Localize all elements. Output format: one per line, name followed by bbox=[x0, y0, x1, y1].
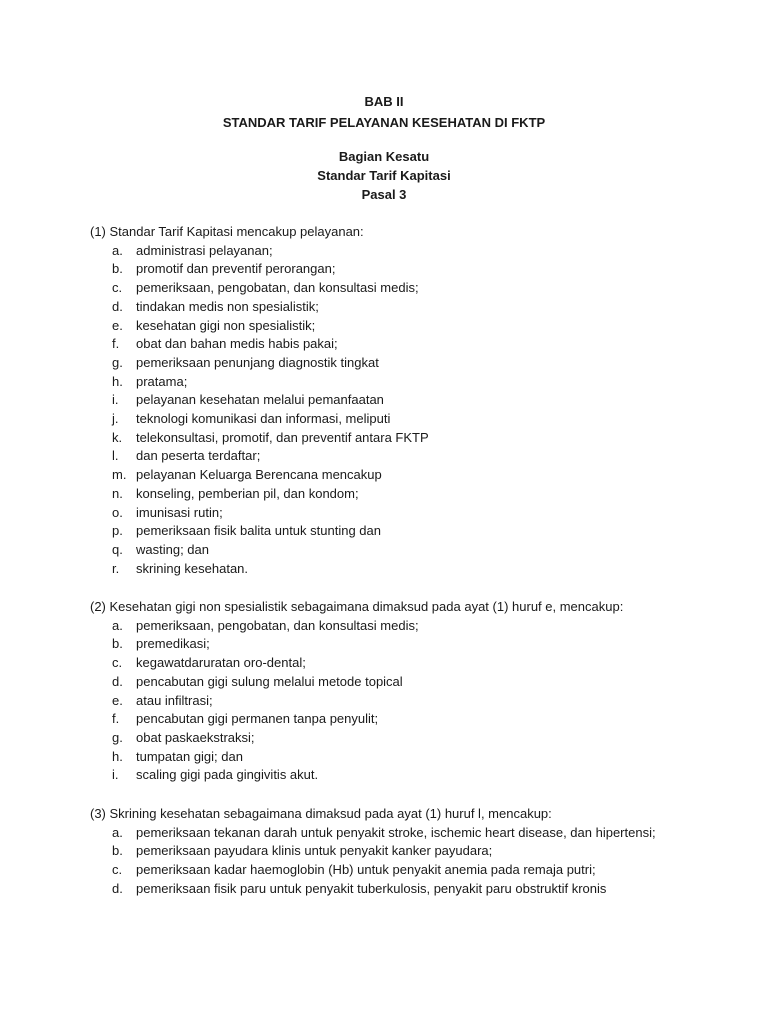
list-item-text: pemeriksaan kadar haemoglobin (Hb) untuk penyakit anemia pada remaja putri; bbox=[136, 862, 596, 878]
list-item-text: teknologi komunikasi dan informasi, meliputi bbox=[136, 411, 391, 427]
list-item bbox=[90, 673, 678, 692]
list-item-letter: e. bbox=[112, 692, 123, 708]
list-item-letter: r. bbox=[112, 560, 120, 576]
section-3-title: (3) Skrining kesehatan sebagaimana dimaksud pada ayat (1) huruf l, mencakup: bbox=[90, 806, 552, 821]
list-item bbox=[90, 880, 678, 899]
list-item-text: skrining kesehatan. bbox=[136, 560, 249, 576]
chapter-title: STANDAR TARIF PELAYANAN KESEHATAN DI FKTP bbox=[222, 115, 546, 130]
list-item bbox=[90, 466, 678, 485]
section-1 bbox=[90, 223, 678, 578]
list-item-letter: m. bbox=[112, 467, 127, 483]
list-item-text: telekonsultasi, promotif, dan preventif antara FKTP bbox=[136, 429, 429, 445]
list-item-text: tindakan medis non spesialistik; bbox=[136, 298, 319, 314]
list-item-letter: l. bbox=[112, 448, 119, 464]
list-item-letter: i. bbox=[112, 767, 119, 783]
list-item bbox=[90, 635, 678, 654]
chapter-header bbox=[0, 93, 768, 132]
list-item-letter: f. bbox=[112, 711, 120, 727]
list-item-text: konseling, pemberian pil, dan kondom; bbox=[136, 485, 359, 501]
list-item-text: pelayanan kesehatan melalui pemanfaatan bbox=[136, 392, 384, 408]
list-item bbox=[90, 298, 678, 317]
list-item bbox=[90, 242, 678, 261]
list-item bbox=[90, 410, 678, 429]
article-header bbox=[0, 148, 768, 204]
list-item bbox=[90, 317, 678, 336]
list-item-text: pemeriksaan tekanan darah untuk penyakit stroke, ischemic heart disease, dan hipertensi; bbox=[136, 824, 656, 840]
list-item-text: tumpatan gigi; dan bbox=[136, 748, 243, 764]
list-item-letter: c. bbox=[112, 280, 123, 296]
list-item-letter: b. bbox=[112, 261, 123, 277]
list-item-text: obat paskaekstraksi; bbox=[136, 729, 255, 745]
list-item bbox=[90, 429, 678, 448]
section-1-list bbox=[90, 242, 678, 579]
list-item-text: kesehatan gigi non spesialistik; bbox=[136, 317, 316, 333]
list-item-text: pemeriksaan fisik paru untuk penyakit tuberkulosis, penyakit paru obstruktif kronis bbox=[136, 880, 607, 896]
list-item-letter: q. bbox=[112, 541, 123, 557]
list-item-text: pemeriksaan fisik balita untuk stunting dan bbox=[136, 523, 381, 539]
list-item bbox=[90, 861, 678, 880]
list-item bbox=[90, 391, 678, 410]
list-item-letter: f. bbox=[112, 336, 120, 352]
list-item bbox=[90, 617, 678, 636]
list-item-text: pelayanan Keluarga Berencana mencakup bbox=[136, 467, 382, 483]
list-item bbox=[90, 692, 678, 711]
list-item-text: wasting; dan bbox=[136, 541, 209, 557]
list-item bbox=[90, 560, 678, 579]
list-item-text: kegawatdaruratan oro-dental; bbox=[136, 655, 306, 671]
list-item-letter: j. bbox=[112, 411, 119, 427]
list-item-text: pemeriksaan penunjang diagnostik tingkat bbox=[136, 354, 379, 370]
list-item bbox=[90, 279, 678, 298]
list-item-letter: n. bbox=[112, 485, 123, 501]
list-item bbox=[90, 522, 678, 541]
list-item-text: pratama; bbox=[136, 373, 188, 389]
section-3 bbox=[90, 805, 678, 899]
list-item bbox=[90, 504, 678, 523]
list-item bbox=[90, 541, 678, 560]
list-item bbox=[90, 373, 678, 392]
list-item-letter: a. bbox=[112, 242, 123, 258]
list-item-letter: h. bbox=[112, 373, 123, 389]
list-item-letter: c. bbox=[112, 862, 123, 878]
list-item-letter: b. bbox=[112, 843, 123, 859]
list-item-text: scaling gigi pada gingivitis akut. bbox=[136, 767, 319, 783]
list-item bbox=[90, 710, 678, 729]
list-item bbox=[90, 354, 678, 373]
list-item-text: dan peserta terdaftar; bbox=[136, 448, 261, 464]
list-item-text: pemeriksaan payudara klinis untuk penyakit kanker payudara; bbox=[136, 843, 493, 859]
chapter-number: BAB II bbox=[364, 94, 404, 109]
list-item bbox=[90, 748, 678, 767]
list-item-letter: d. bbox=[112, 673, 123, 689]
list-item-text: promotif dan preventif perorangan; bbox=[136, 261, 336, 277]
list-item-text: premedikasi; bbox=[136, 636, 210, 652]
part-title: Standar Tarif Kapitasi bbox=[317, 168, 451, 183]
list-item bbox=[90, 766, 678, 785]
list-item-letter: c. bbox=[112, 655, 123, 671]
list-item-text: pemeriksaan, pengobatan, dan konsultasi medis; bbox=[136, 617, 419, 633]
part-number: Bagian Kesatu bbox=[338, 149, 430, 164]
list-item-text: imunisasi rutin; bbox=[136, 504, 223, 520]
list-item bbox=[90, 485, 678, 504]
section-2 bbox=[90, 598, 678, 785]
list-item-letter: b. bbox=[112, 636, 123, 652]
list-item bbox=[90, 654, 678, 673]
list-item bbox=[90, 824, 678, 843]
list-item-letter: o. bbox=[112, 504, 123, 520]
list-item-letter: d. bbox=[112, 880, 123, 896]
list-item-text: atau infiltrasi; bbox=[136, 692, 213, 708]
section-2-list bbox=[90, 617, 678, 785]
list-item-letter: a. bbox=[112, 617, 123, 633]
list-item-letter: a. bbox=[112, 824, 123, 840]
list-item-letter: p. bbox=[112, 523, 123, 539]
list-item bbox=[90, 260, 678, 279]
list-item-text: pencabutan gigi permanen tanpa penyulit; bbox=[136, 711, 379, 727]
section-2-title: (2) Kesehatan gigi non spesialistik sebagaimana dimaksud pada ayat (1) huruf e, mencakup: bbox=[90, 599, 624, 614]
list-item bbox=[90, 842, 678, 861]
list-item-letter: h. bbox=[112, 748, 123, 764]
article-number: Pasal 3 bbox=[361, 187, 407, 202]
list-item-text: pemeriksaan, pengobatan, dan konsultasi medis; bbox=[136, 280, 419, 296]
list-item-letter: g. bbox=[112, 354, 123, 370]
list-item-text: pencabutan gigi sulung melalui metode topical bbox=[136, 673, 403, 689]
list-item bbox=[90, 335, 678, 354]
section-1-title: (1) Standar Tarif Kapitasi mencakup pelayanan: bbox=[90, 224, 364, 239]
list-item-text: administrasi pelayanan; bbox=[136, 242, 273, 258]
list-item-text: obat dan bahan medis habis pakai; bbox=[136, 336, 338, 352]
list-item-letter: k. bbox=[112, 429, 123, 445]
list-item-letter: e. bbox=[112, 317, 123, 333]
list-item-letter: g. bbox=[112, 729, 123, 745]
list-item bbox=[90, 447, 678, 466]
list-item-letter: i. bbox=[112, 392, 119, 408]
section-3-list bbox=[90, 824, 678, 899]
list-item bbox=[90, 729, 678, 748]
list-item-letter: d. bbox=[112, 298, 123, 314]
